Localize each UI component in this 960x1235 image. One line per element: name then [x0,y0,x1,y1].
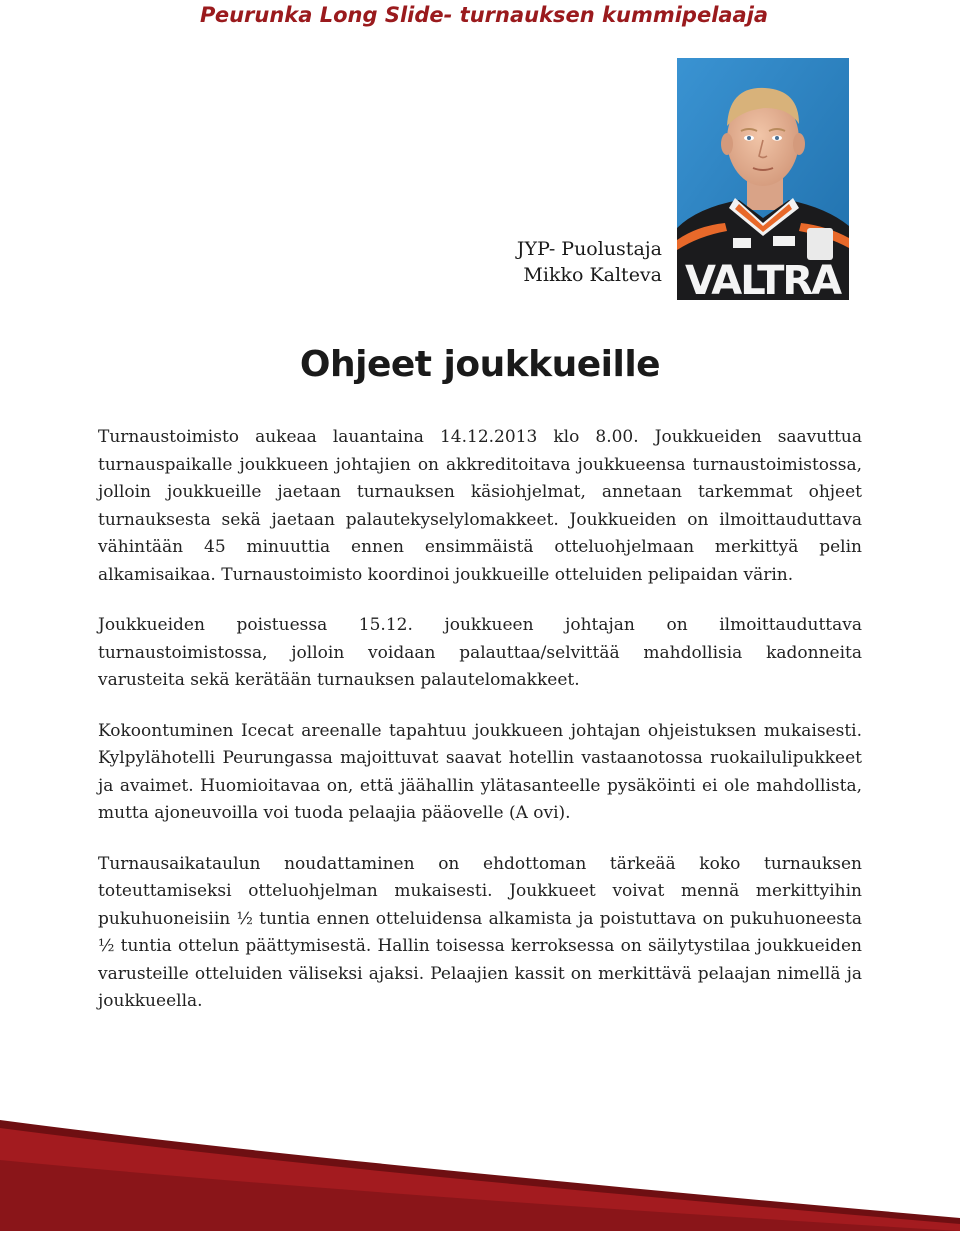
header-title: Peurunka Long Slide- turnauksen kummipelaaja [200,3,769,27]
player-photo [677,58,849,300]
instructions-body [98,424,862,1039]
svg-text:VALTRA: VALTRA [685,258,841,300]
section-title: Ohjeet joukkueille [299,344,661,385]
paragraph: Joukkueiden poistuessa 15.12. joukkueen johtajan on ilmoittauduttava turnaustoimistossa, jolloin voidaan palauttaa/selvittää mahdollisia kadonneita varusteita sekä kerätään turnauksen palautelomakkeet. [98,615,862,690]
paragraph: Turnaustoimisto aukeaa lauantaina 14.12.2013 klo 8.00. Joukkueiden saavuttua turnauspaikalle joukkueen johtajien on akkreditoitava joukkueensa turnaustoimistossa, jolloin joukkueille jaetaan turnauksen käsiohjelmat, annetaan tarkemmat ohjeet turnauksesta sekä jaetaan palautekyselylomakkeet. Joukkueiden on ilmoittauduttava vähintään 45 minuuttia ennen ensimmäistä otteluohjelmaan merkittyä pelin alkamisaikaa. Turnaustoimisto koordinoi joukkueille otteluiden pelipaidan värin. [98,427,862,585]
player-role: JYP- Puolustaja [516,238,662,260]
paragraph: Turnausaikataulun noudattaminen on ehdottoman tärkeää koko turnauksen toteuttamiseksi otteluohjelman mukaisesti. Joukkueet voivat mennä merkittyihin pukuhuoneisiin ½ tuntia ennen otteluidensa alkamista ja poistuttava on pukuhuoneesta ½ tuntia ottelun päättymisestä. Hallin toisessa kerroksessa on säilytystilaa joukkueiden varusteille otteluiden väliseksi ajaksi. Pelaajien kassit on merkittävä pelaajan nimellä ja joukkueella. [98,853,862,1011]
footer-decoration [0,1100,960,1231]
paragraph: Kokoontuminen Icecat areenalle tapahtuu joukkueen johtajan ohjeistuksen mukaisesti. Kylpylähotelli Peurungassa majoittuvat saavat hotellin vastaanotossa ruokailulipukkeet ja avaimet. Huomioitavaa on, että jäähallin ylätasanteelle pysäköinti ei ole mahdollista, mutta ajoneuvoilla voi tuoda pelaajia pääovelle (A ovi). [98,720,862,823]
player-name: Mikko Kalteva [523,264,662,286]
